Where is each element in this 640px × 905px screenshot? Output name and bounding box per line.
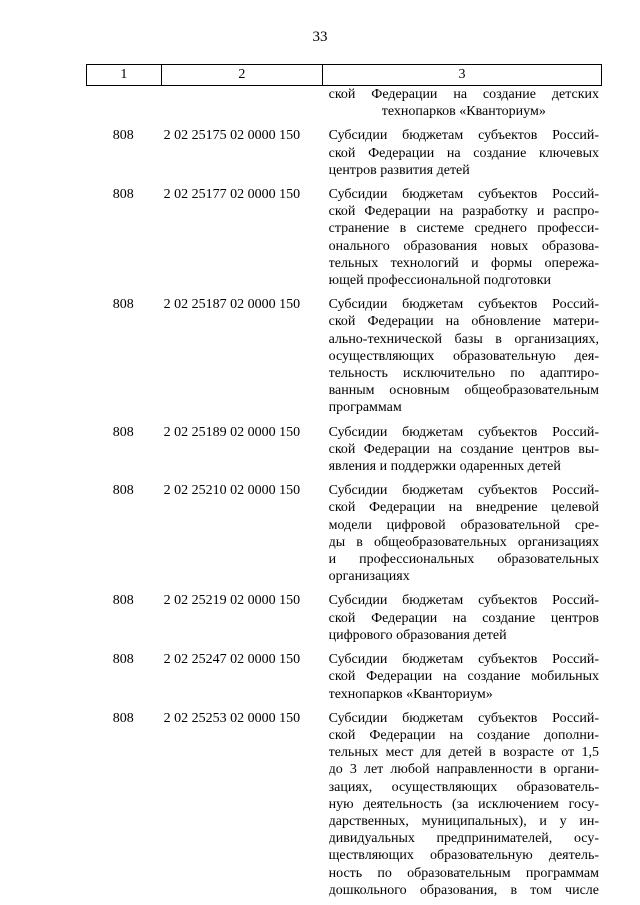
admin-code-cell <box>86 86 161 120</box>
description-line: онального образования новых образова- <box>328 238 599 254</box>
page-number: 33 <box>312 29 328 45</box>
description-line: тельных технологий и формы опережа- <box>328 255 599 271</box>
description-cell <box>325 651 602 703</box>
revenue-codes-table <box>86 64 602 899</box>
description-cell <box>325 482 602 585</box>
description-line: осуществляющих образовательную дея- <box>328 348 599 364</box>
budget-code-cell: 2 02 25177 02 0000 150 <box>163 187 301 203</box>
table-body <box>86 86 602 899</box>
description-line: Субсидии бюджетам субъектов Россий- <box>328 593 599 609</box>
admin-code-cell: 808 <box>112 187 134 203</box>
description-line: ную деятельность (за исключением госу- <box>328 796 599 812</box>
budget-code-cell: 2 02 25253 02 0000 150 <box>163 710 301 726</box>
description-line: Субсидии бюджетам субъектов Россий- <box>328 424 599 440</box>
description-cell <box>325 424 602 476</box>
description-line: ской Федерации на создание мобильных <box>328 669 599 685</box>
description-line: дивидуальных предпринимателей, осу- <box>328 831 599 847</box>
description-cell <box>325 592 602 644</box>
description-line: ской Федерации на разработку и распро- <box>328 204 599 220</box>
header-col-2: 2 <box>162 65 323 85</box>
description-line: ской Федерации на внедрение целевой <box>328 500 599 516</box>
table-row <box>86 651 602 703</box>
budget-code-cell: 2 02 25247 02 0000 150 <box>163 652 301 668</box>
table-row-continuation <box>86 86 602 120</box>
description-line: зациях, осуществляющих образователь- <box>328 779 599 795</box>
admin-code-cell: 808 <box>112 297 134 313</box>
description-line: цифрового образования детей <box>328 627 507 643</box>
description-line: Субсидии бюджетам субъектов Россий- <box>328 187 599 203</box>
description-line: тельность исключительно по адаптиро- <box>328 366 599 382</box>
header-col-3: 3 <box>458 67 466 82</box>
budget-code-cell: 2 02 25187 02 0000 150 <box>163 297 301 313</box>
description-line: явления и поддержки одаренных детей <box>328 459 561 475</box>
budget-code-cell: 2 02 25189 02 0000 150 <box>163 424 301 440</box>
description-line: ской Федерации на создание детских <box>328 87 599 102</box>
description-line: технопарков «Кванториум» <box>328 686 493 702</box>
description-line: Субсидии бюджетам субъектов Россий- <box>328 297 599 313</box>
description-line: ществляющих образовательную деятель- <box>328 848 599 864</box>
description-cell <box>325 127 602 179</box>
description-line: до 3 лет любой направленности в органи- <box>328 762 599 778</box>
budget-code-cell: 2 02 25219 02 0000 150 <box>163 593 301 609</box>
table-row <box>86 424 602 476</box>
admin-code-cell: 808 <box>112 424 134 440</box>
budget-code-cell: 2 02 25210 02 0000 150 <box>163 483 301 499</box>
description-line: ской Федерации на создание центров вы- <box>328 441 599 457</box>
description-line: и профессиональных образовательных <box>328 552 599 568</box>
table-header-row <box>86 64 602 86</box>
table-row <box>86 482 602 585</box>
budget-code-cell: 2 02 25175 02 0000 150 <box>163 128 301 144</box>
table-row <box>86 127 602 179</box>
description-line: ской Федерации на создание ключевых <box>328 145 599 161</box>
admin-code-cell: 808 <box>112 128 134 144</box>
description-cell <box>325 186 602 289</box>
description-line: ность по образовательным программам <box>328 865 599 881</box>
description-line: организациях <box>328 569 410 585</box>
header-col-1: 1 <box>87 65 162 85</box>
description-line: технопарков «Кванториум» <box>381 104 546 120</box>
description-line: ской Федерации на обновление матери- <box>328 314 599 330</box>
description-line: ды в общеобразовательных организациях <box>328 534 599 550</box>
description-line: тельных мест для детей в возрасте от 1,5 <box>328 745 599 761</box>
description-line: ской Федерации на создание центров <box>328 610 599 626</box>
description-line: ванным основным общеобразовательным <box>328 383 599 399</box>
description-line: программам <box>328 400 402 416</box>
description-line: ской Федерации на создание дополни- <box>328 727 599 743</box>
table-row <box>86 296 602 416</box>
description-line: Субсидии бюджетам субъектов Россий- <box>328 483 599 499</box>
description-line: Субсидии бюджетам субъектов Россий- <box>328 710 599 726</box>
admin-code-cell: 808 <box>112 710 134 726</box>
description-line: дошкольного образования, в том числе <box>328 882 599 898</box>
description-line: ющей профессиональной подготовки <box>328 273 552 289</box>
admin-code-cell: 808 <box>112 483 134 499</box>
budget-code-cell <box>161 86 325 120</box>
admin-code-cell: 808 <box>112 593 134 609</box>
description-line: дарственных, муниципальных), и у ин- <box>328 813 599 829</box>
description-cell <box>325 710 602 899</box>
table-row <box>86 186 602 289</box>
description-line: модели цифровой образовательной сре- <box>328 517 599 533</box>
table-row <box>86 710 602 899</box>
description-line: Субсидии бюджетам субъектов Россий- <box>328 652 599 668</box>
admin-code-cell: 808 <box>112 652 134 668</box>
description-line: странение в системе среднего професси- <box>328 221 599 237</box>
description-line: Субсидии бюджетам субъектов Россий- <box>328 128 599 144</box>
description-line: ально-технической базы в организациях, <box>328 331 599 347</box>
description-cell <box>325 296 602 416</box>
table-row <box>86 592 602 644</box>
description-cell <box>325 86 602 120</box>
description-line: центров развития детей <box>328 162 470 178</box>
